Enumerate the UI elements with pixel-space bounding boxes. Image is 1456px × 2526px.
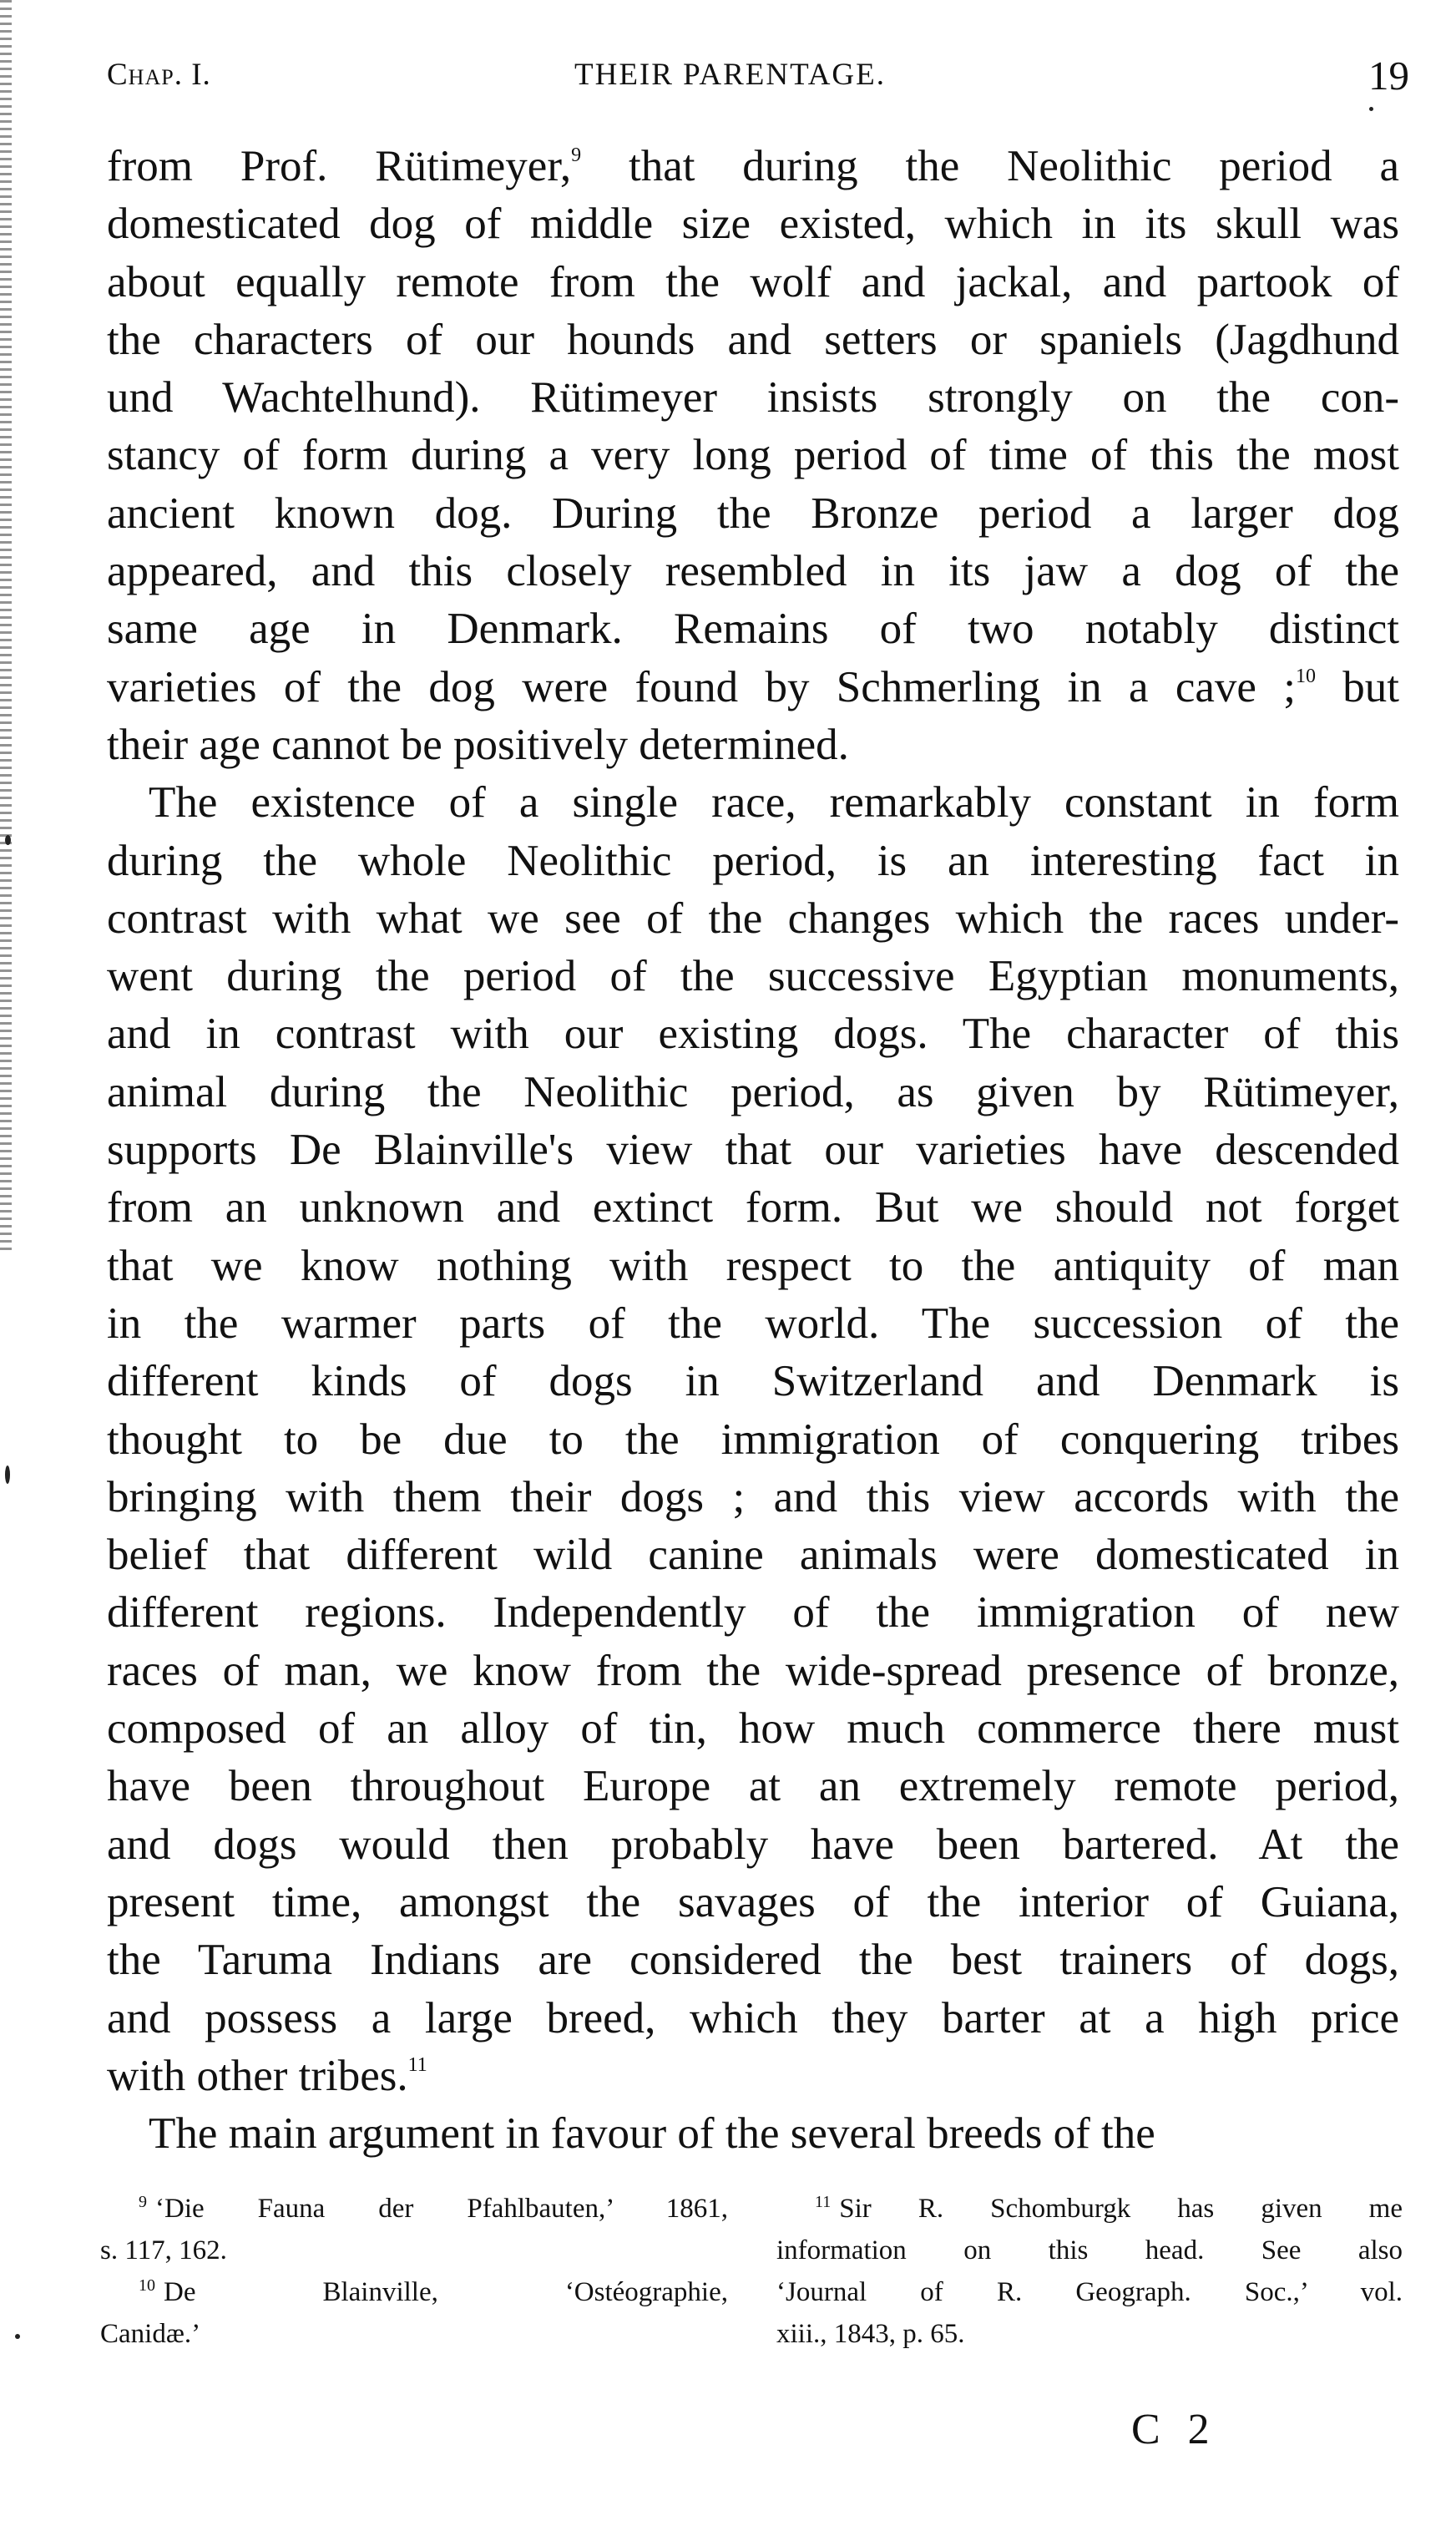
text-line bbox=[107, 254, 1399, 311]
line-text: varieties of the dog were found by Schmerling in a cave ; bbox=[107, 662, 1296, 711]
text-line bbox=[107, 716, 1399, 774]
line-text: from Prof. Rütimeyer, bbox=[107, 142, 572, 190]
text-line bbox=[107, 369, 1399, 427]
scan-speck bbox=[5, 835, 11, 845]
text-line bbox=[107, 1700, 1399, 1758]
footnote-line bbox=[776, 2271, 1403, 2313]
footnote-text: information on this head. See also bbox=[776, 2235, 1403, 2265]
chapter-label: Chap. I. bbox=[107, 58, 211, 92]
line-text: The main argument in favour of the several breeds of the bbox=[149, 2109, 1155, 2159]
line-text: bringing with them their dogs ; and this view accords with the bbox=[107, 1472, 1399, 1521]
text-line bbox=[107, 1931, 1399, 1989]
text-line bbox=[107, 1874, 1399, 1931]
footnote-text: s. 117, 162. bbox=[100, 2235, 227, 2265]
footnote-reference[interactable]: 11 bbox=[407, 2054, 427, 2077]
text-line bbox=[107, 1816, 1399, 1874]
footnote-reference[interactable]: 9 bbox=[571, 144, 582, 167]
line-text: races of man, we know from the wide-spread presence of bronze, bbox=[107, 1646, 1399, 1695]
running-header bbox=[107, 52, 1409, 102]
text-line bbox=[107, 485, 1399, 543]
line-text: and dogs would then probably have been bartered. At the bbox=[107, 1820, 1399, 1869]
text-line bbox=[107, 1179, 1399, 1237]
text-line bbox=[107, 138, 1399, 195]
footnote-line bbox=[776, 2188, 1403, 2230]
text-line bbox=[107, 1469, 1399, 1526]
line-text: contrast with what we see of the changes which the races under- bbox=[107, 893, 1399, 943]
line-text: different kinds of dogs in Switzerland and Denmark is bbox=[107, 1357, 1399, 1406]
line-text: with other tribes. bbox=[107, 2051, 408, 2100]
line-text: and in contrast with our existing dogs. The character of this bbox=[107, 1010, 1399, 1059]
signature-mark: C 2 bbox=[1131, 2406, 1218, 2453]
text-line bbox=[107, 1121, 1399, 1179]
footnotes-left-column bbox=[100, 2188, 728, 2355]
line-text: in the warmer parts of the world. The succession of the bbox=[107, 1298, 1399, 1348]
footnote-line bbox=[776, 2230, 1403, 2271]
footnote-number: 9 bbox=[139, 2193, 147, 2211]
paragraph bbox=[107, 2105, 1399, 2163]
line-text: their age cannot be positively determined. bbox=[107, 720, 849, 769]
text-line bbox=[107, 311, 1399, 369]
line-text: und Wachtelhund). Rütimeyer insists strongly on the con- bbox=[107, 373, 1399, 423]
line-text: appeared, and this closely resembled in its jaw a dog of the bbox=[107, 547, 1399, 596]
line-text: the Taruma Indians are considered the best trainers of dogs, bbox=[107, 1936, 1399, 1985]
text-line bbox=[107, 2048, 1399, 2105]
text-line bbox=[107, 948, 1399, 1005]
text-line bbox=[107, 1758, 1399, 1815]
paragraph bbox=[107, 774, 1399, 2105]
line-text: and possess a large breed, which they barter at a high price bbox=[107, 1993, 1399, 2043]
line-text: stancy of form during a very long period of time of this the most bbox=[107, 431, 1399, 480]
text-line bbox=[107, 1526, 1399, 1584]
line-text: from an unknown and extinct form. But we should not forget bbox=[107, 1183, 1399, 1233]
scan-speck bbox=[5, 1465, 10, 1484]
footnote-text: Canidæ.’ bbox=[100, 2319, 201, 2349]
text-line bbox=[107, 1064, 1399, 1121]
text-line bbox=[107, 890, 1399, 948]
footnote-number: 11 bbox=[815, 2193, 832, 2211]
line-text: The existence of a single race, remarkably constant in form bbox=[149, 778, 1399, 828]
text-line bbox=[107, 1353, 1399, 1410]
text-line bbox=[107, 543, 1399, 600]
footnote-reference[interactable]: 10 bbox=[1295, 666, 1316, 688]
line-text: composed of an alloy of tin, how much commerce there must bbox=[107, 1704, 1399, 1754]
text-line bbox=[107, 659, 1399, 716]
line-text: animal during the Neolithic period, as given by Rütimeyer, bbox=[107, 1067, 1399, 1116]
line-text: same age in Denmark. Remains of two notably distinct bbox=[107, 605, 1399, 654]
line-text: thought to be due to the immigration of conquering tribes bbox=[107, 1415, 1399, 1464]
footnote-text: ‘Journal of R. Geograph. Soc.,’ vol. bbox=[776, 2277, 1403, 2307]
text-line bbox=[107, 1005, 1399, 1063]
footnote-line bbox=[100, 2271, 728, 2313]
line-text: belief that different wild canine animals were domesticated in bbox=[107, 1531, 1399, 1580]
footnote-text: xiii., 1843, p. 65. bbox=[776, 2319, 965, 2349]
scan-speck bbox=[15, 2334, 20, 2339]
footnote-text: De Blainville, ‘Ostéographie, bbox=[164, 2277, 728, 2307]
line-text: different regions. Independently of the immigration of new bbox=[107, 1588, 1399, 1638]
text-line bbox=[107, 833, 1399, 890]
text-line bbox=[107, 1238, 1399, 1295]
text-line bbox=[107, 1643, 1399, 1700]
text-line bbox=[107, 427, 1399, 484]
line-text: the characters of our hounds and setters or spaniels (Jagdhund bbox=[107, 315, 1399, 364]
body-text bbox=[107, 138, 1399, 2163]
footnote-line bbox=[100, 2188, 728, 2230]
line-text: supports De Blainville's view that our varieties have descended bbox=[107, 1126, 1399, 1175]
line-text: but bbox=[1315, 662, 1399, 711]
text-line bbox=[107, 600, 1399, 658]
text-line bbox=[107, 1411, 1399, 1469]
paragraph bbox=[107, 138, 1399, 774]
text-line bbox=[107, 1584, 1399, 1642]
text-line bbox=[107, 774, 1399, 832]
line-text: have been throughout Europe at an extremely remote period, bbox=[107, 1762, 1399, 1811]
line-text: ancient known dog. During the Bronze period a larger dog bbox=[107, 488, 1399, 538]
scan-speck bbox=[1369, 107, 1373, 111]
text-line bbox=[107, 1295, 1399, 1353]
footnote-text: ‘Die Fauna der Pfahlbauten,’ 1861, bbox=[155, 2194, 728, 2224]
line-text: domesticated dog of middle size existed, which in its skull was bbox=[107, 200, 1399, 249]
page-number: 19 bbox=[1368, 53, 1409, 99]
running-title: THEIR PARENTAGE. bbox=[574, 58, 887, 92]
text-line bbox=[107, 2105, 1399, 2163]
text-line bbox=[107, 195, 1399, 253]
text-line bbox=[107, 1990, 1399, 2048]
line-text: during the whole Neolithic period, is an interesting fact in bbox=[107, 836, 1399, 885]
line-text: about equally remote from the wolf and jackal, and partook of bbox=[107, 257, 1399, 306]
line-text: present time, amongst the savages of the interior of Guiana, bbox=[107, 1877, 1399, 1926]
footnotes bbox=[100, 2188, 1403, 2397]
footnote-number: 10 bbox=[139, 2276, 155, 2295]
footnote-line bbox=[100, 2230, 728, 2271]
scan-gutter-edge bbox=[0, 0, 12, 1253]
line-text: that we know nothing with respect to the antiquity of man bbox=[107, 1241, 1399, 1290]
footnote-line bbox=[100, 2313, 728, 2355]
line-text: that during the Neolithic period a bbox=[581, 142, 1400, 190]
line-text: went during the period of the successive Egyptian monuments, bbox=[107, 952, 1399, 1001]
footnotes-right-column bbox=[776, 2188, 1403, 2355]
footnote-text: Sir R. Schomburgk has given me bbox=[839, 2194, 1403, 2224]
footnote-line bbox=[776, 2313, 1403, 2355]
